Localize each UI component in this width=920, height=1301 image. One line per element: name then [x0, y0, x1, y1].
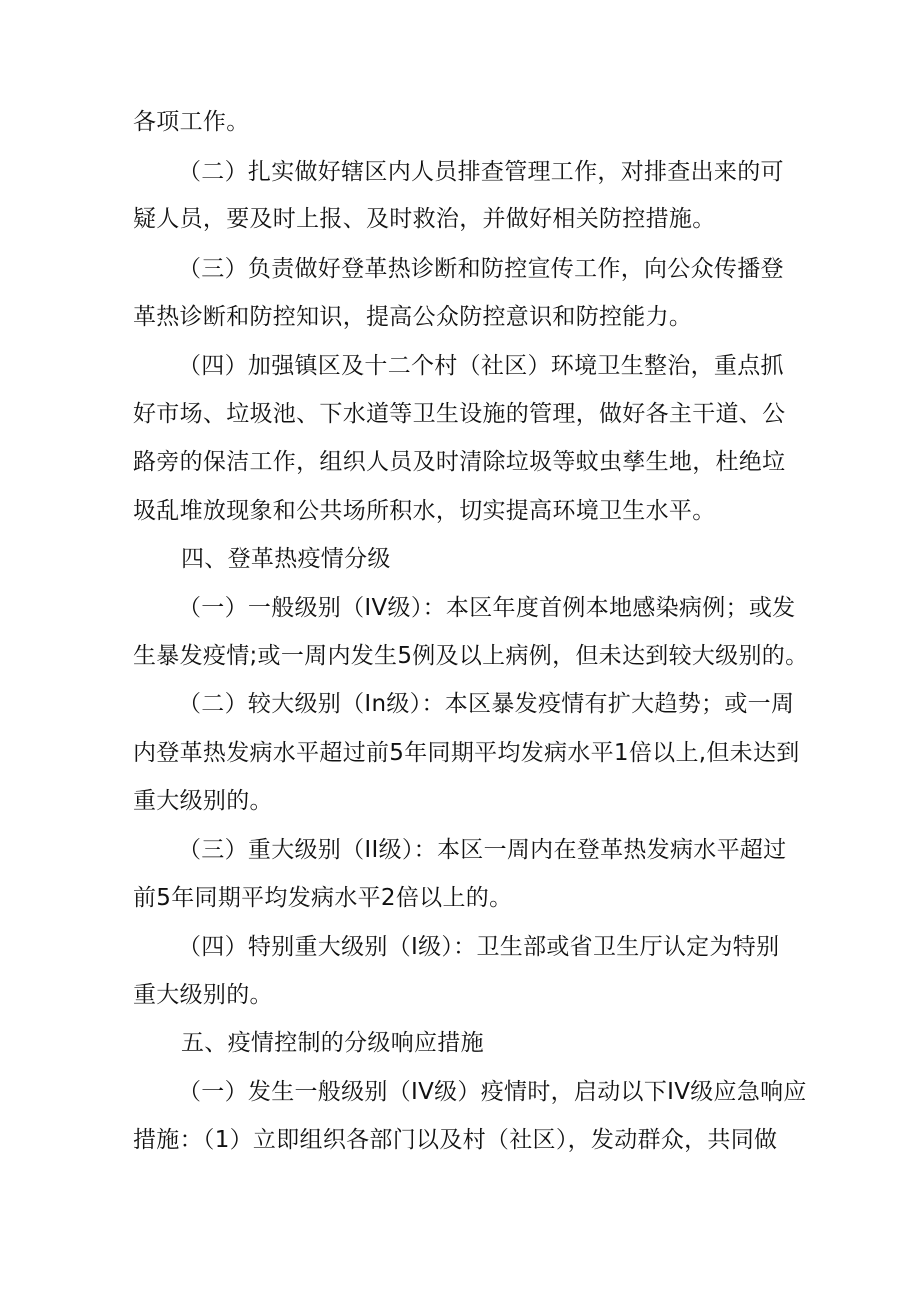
text-line: 好市场、垃圾池、下水道等卫生设施的管理，做好各主干道、公: [133, 401, 786, 427]
text-line: 路旁的保洁工作，组织人员及时清除垃圾等蚊虫孳生地，杜绝垃: [133, 449, 786, 475]
text-line: 各项工作。: [133, 109, 250, 135]
text-line: 重大级别的。: [133, 788, 273, 814]
text-line: 疑人员，要及时上报、及时救治，并做好相关防控措施。: [133, 206, 716, 232]
text-line: 前5年同期平均发病水平2倍以上的。: [133, 885, 513, 911]
text-line: （一）一般级别（IV级）：本区年度首例本地感染病例；或发: [178, 595, 796, 621]
text-line: 圾乱堆放现象和公共场所积水，切实提高环境卫生水平。: [133, 498, 716, 524]
text-line: 重大级别的。: [133, 982, 273, 1008]
section-heading: 四、登革热疫情分级: [181, 546, 391, 572]
text-line: 内登革热发病水平超过前5年同期平均发病水平1倍以上,但未达到: [133, 740, 800, 766]
text-line: （三）重大级别（II级）：本区一周内在登革热发病水平超过: [178, 837, 787, 863]
text-line: 生暴发疫情;或一周内发生5例及以上病例，但未达到较大级别的。: [133, 643, 809, 669]
text-line: （二）扎实做好辖区内人员排查管理工作，对排查出来的可: [178, 159, 784, 185]
text-line: （一）发生一般级别（IV级）疫情时，启动以下IV级应急响应: [178, 1079, 807, 1105]
text-line: （四）特别重大级别（I级）：卫生部或省卫生厅认定为特别: [178, 934, 780, 960]
text-line: 革热诊断和防控知识，提高公众防控意识和防控能力。: [133, 304, 693, 330]
text-line: （四）加强镇区及十二个村（社区）环境卫生整治，重点抓: [178, 353, 784, 379]
text-line: （三）负责做好登革热诊断和防控宣传工作，向公众传播登: [178, 256, 784, 282]
section-heading: 五、疫情控制的分级响应措施: [181, 1030, 484, 1056]
text-line: （二）较大级别（In级）：本区暴发疫情有扩大趋势；或一周: [178, 691, 795, 717]
text-line: 措施：（1）立即组织各部门以及村（社区），发动群众，共同做: [133, 1127, 778, 1153]
